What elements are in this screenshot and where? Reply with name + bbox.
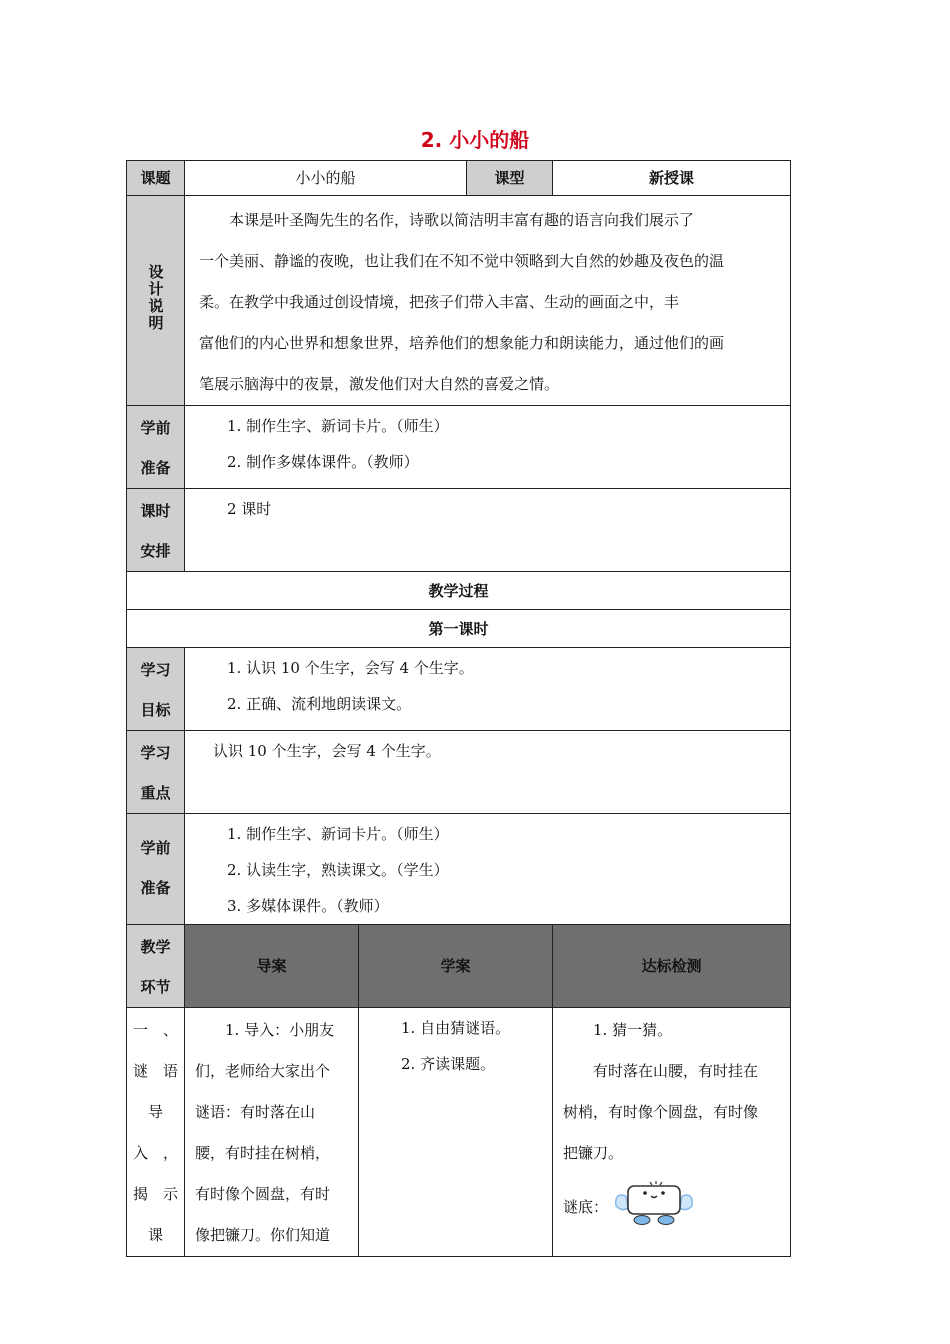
goals-label-line2: 目标	[140, 701, 171, 719]
design-line-1: 本课是叶圣陶先生的名作，诗歌以简洁明丰富有趣的语言向我们展示了	[229, 211, 695, 229]
goals-item-1: 1. 认识 10 个生字，会写 4 个生字。	[227, 659, 474, 677]
focus-label-line2: 重点	[140, 784, 171, 802]
lesson1-heading: 第一课时	[127, 610, 791, 648]
riddle-answer	[563, 1178, 782, 1238]
prep1-item-1: 1. 制作生字、新词卡片。（师生）	[227, 417, 449, 435]
stage1-check	[553, 1008, 791, 1257]
topic-label: 课题	[127, 161, 185, 196]
goals-label	[127, 648, 185, 731]
design-label-text: 设计说明	[148, 263, 164, 332]
guide-line-6: 像把镰刀。你们知道	[195, 1226, 331, 1244]
prep2-item-3: 3. 多媒体课件。（教师）	[227, 897, 389, 915]
prep2-row	[127, 814, 791, 925]
design-line-5: 笔展示脑海中的夜景，激发他们对大自然的喜爱之情。	[199, 375, 560, 393]
guide-line-5: 有时像个圆盘，有时	[195, 1185, 331, 1203]
focus-row	[127, 731, 791, 814]
type-value: 新授课	[553, 161, 791, 196]
schedule-value: 2 课时	[185, 489, 791, 572]
guide-line-4: 腰，有时挂在树梢，	[195, 1144, 331, 1162]
guide-line-2: 们，老师给大家出个	[195, 1062, 331, 1080]
check-line-4: 把镰刀。	[563, 1144, 624, 1162]
prep1-item-2: 2. 制作多媒体课件。（教师）	[227, 453, 419, 471]
stage1-study	[359, 1008, 553, 1257]
prep1-label	[127, 406, 185, 489]
process-heading: 教学过程	[127, 572, 791, 610]
focus-label	[127, 731, 185, 814]
cute-block-with-wings-icon	[612, 1178, 696, 1238]
lesson1-heading-row	[127, 610, 791, 648]
guide-line-3: 谜语：有时落在山	[195, 1103, 316, 1121]
check-col-header: 达标检测	[553, 925, 791, 1008]
type-label: 课型	[467, 161, 553, 196]
design-label	[127, 196, 185, 406]
stage1-line-1: 一 、	[133, 1021, 178, 1039]
riddle-answer-label: 谜底：	[563, 1198, 609, 1216]
study-item-1: 1. 自由猜谜语。	[401, 1019, 511, 1037]
goals-item-2: 2. 正确、流利地朗读课文。	[227, 695, 412, 713]
focus-label-line1: 学习	[140, 744, 171, 762]
column-header-row	[127, 925, 791, 1008]
goals-label-line1: 学习	[140, 661, 171, 679]
design-row	[127, 196, 791, 406]
stage-col-label	[127, 925, 185, 1008]
schedule-row	[127, 489, 791, 572]
stage1-line-3: 导	[147, 1103, 163, 1121]
design-line-3: 柔。在教学中我通过创设情境，把孩子们带入丰富、生动的画面之中，丰	[199, 293, 680, 311]
schedule-label-line1: 课时	[140, 502, 171, 520]
prep1-list	[185, 406, 791, 489]
process-heading-row	[127, 572, 791, 610]
check-line-3: 树梢，有时像个圆盘，有时像	[563, 1103, 759, 1121]
document-title: 2. 小小的船	[420, 128, 530, 152]
prep1-label-line2: 准备	[140, 459, 171, 477]
prep2-label	[127, 814, 185, 925]
design-line-4: 富他们的内心世界和想象世界，培养他们的想象能力和朗读能力，通过他们的画	[199, 334, 725, 352]
header-row	[127, 161, 791, 196]
goals-row	[127, 648, 791, 731]
stage1-line-6: 课	[147, 1226, 163, 1244]
study-col-header: 学案	[359, 925, 553, 1008]
guide-line-1: 1. 导入：小朋友	[225, 1021, 335, 1039]
prep2-item-2: 2. 认读生字，熟读课文。（学生）	[227, 861, 449, 879]
prep2-label-line1: 学前	[140, 839, 171, 857]
check-line-1: 1. 猜一猜。	[593, 1021, 673, 1039]
check-line-2: 有时落在山腰，有时挂在	[593, 1062, 759, 1080]
prep2-label-line2: 准备	[140, 879, 171, 897]
schedule-label-line2: 安排	[140, 542, 171, 560]
guide-col-header: 导案	[185, 925, 359, 1008]
prep2-item-1: 1. 制作生字、新词卡片。（师生）	[227, 825, 449, 843]
focus-value: 认识 10 个生字，会写 4 个生字。	[185, 731, 791, 814]
stage-col-label-line2: 环节	[140, 978, 171, 996]
lesson-plan-table	[126, 160, 791, 1257]
prep2-list	[185, 814, 791, 925]
stage1-line-4: 入 ，	[133, 1144, 178, 1162]
prep1-row	[127, 406, 791, 489]
stage1-line-5: 揭 示	[133, 1185, 178, 1203]
stage1-name	[127, 1008, 185, 1257]
stage1-line-2: 谜 语	[133, 1062, 178, 1080]
stage1-row	[127, 1008, 791, 1257]
topic-value: 小小的船	[185, 161, 467, 196]
design-line-2: 一个美丽、静谧的夜晚，也让我们在不知不觉中领略到大自然的妙趣及夜色的温	[199, 252, 725, 270]
stage1-guide	[185, 1008, 359, 1257]
goals-list	[185, 648, 791, 731]
stage-col-label-line1: 教学	[140, 938, 171, 956]
prep1-label-line1: 学前	[140, 419, 171, 437]
design-text	[185, 196, 791, 406]
study-item-2: 2. 齐读课题。	[401, 1055, 496, 1073]
schedule-label	[127, 489, 185, 572]
